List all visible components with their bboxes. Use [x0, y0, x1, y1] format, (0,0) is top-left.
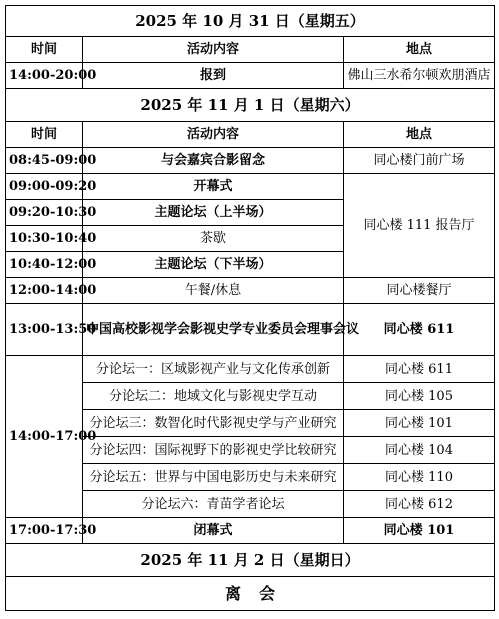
- day-date: 2025 年 10 月 31 日（星期五）: [6, 6, 495, 37]
- time-cell: 13:00-13:50: [6, 304, 83, 356]
- forum-location: 同心楼 105: [344, 383, 495, 410]
- header-location: 地点: [344, 122, 495, 148]
- forum-content: 分论坛五：世界与中国电影历史与未来研究: [83, 464, 344, 491]
- time-cell: 09:20-10:30: [6, 200, 83, 226]
- header-location: 地点: [344, 37, 495, 63]
- day-header-row: [6, 89, 495, 122]
- forum-content: 分论坛二：地域文化与影视史学互动: [83, 383, 344, 410]
- forum-location: 同心楼 104: [344, 437, 495, 464]
- header-content: 活动内容: [83, 37, 344, 63]
- forum-content: 分论坛四：国际视野下的影视史学比较研究: [83, 437, 344, 464]
- content-cell: 中国高校影视学会影视史学专业委员会理事会议: [83, 304, 344, 356]
- schedule-row: [6, 518, 495, 544]
- time-cell: 09:00-09:20: [6, 174, 83, 200]
- content-cell: 与会嘉宾合影留念: [83, 148, 344, 174]
- forum-content: 分论坛一：区域影视产业与文化传承创新: [83, 356, 344, 383]
- location-cell: 同心楼 611: [344, 304, 495, 356]
- time-cell: 14:00-20:00: [6, 63, 83, 89]
- location-cell: 同心楼 111 报告厅: [344, 174, 495, 278]
- header-time: 时间: [6, 122, 83, 148]
- content-cell: 主题论坛（下半场）: [83, 252, 344, 278]
- depart-cell: [6, 577, 495, 611]
- content-cell: 闭幕式: [83, 518, 344, 544]
- forum-location: 同心楼 110: [344, 464, 495, 491]
- content-cell: 茶歇: [83, 226, 344, 252]
- location-cell: 同心楼门前广场: [344, 148, 495, 174]
- depart-char-1: 离: [225, 584, 242, 603]
- forum-row: [6, 356, 495, 383]
- forum-content: 分论坛六：青苗学者论坛: [83, 491, 344, 518]
- day-date: 2025 年 11 月 2 日（星期日）: [6, 544, 495, 577]
- header-time: 时间: [6, 37, 83, 63]
- content-cell: 午餐/休息: [83, 278, 344, 304]
- day-date: 2025 年 11 月 1 日（星期六）: [6, 89, 495, 122]
- depart-row: [6, 577, 495, 611]
- location-cell: 同心楼餐厅: [344, 278, 495, 304]
- time-cell: 12:00-14:00: [6, 278, 83, 304]
- schedule-row: [6, 148, 495, 174]
- time-cell: 10:30-10:40: [6, 226, 83, 252]
- time-cell: 10:40-12:00: [6, 252, 83, 278]
- location-cell: 同心楼 101: [344, 518, 495, 544]
- schedule-row: [6, 174, 495, 200]
- schedule-row: [6, 304, 495, 356]
- day-header-row: [6, 6, 495, 37]
- schedule-table: [5, 5, 495, 611]
- content-cell: 开幕式: [83, 174, 344, 200]
- forum-content: 分论坛三：数智化时代影视史学与产业研究: [83, 410, 344, 437]
- schedule-row: [6, 278, 495, 304]
- time-cell: 08:45-09:00: [6, 148, 83, 174]
- depart-char-2: 会: [259, 584, 276, 603]
- time-cell: 14:00-17:00: [6, 356, 83, 518]
- day-header-row: [6, 544, 495, 577]
- schedule-row: [6, 63, 495, 89]
- forum-location: 同心楼 611: [344, 356, 495, 383]
- location-cell: 佛山三水希尔顿欢朋酒店: [344, 63, 495, 89]
- forum-location: 同心楼 612: [344, 491, 495, 518]
- forum-location: 同心楼 101: [344, 410, 495, 437]
- content-cell: 报到: [83, 63, 344, 89]
- content-cell: 主题论坛（上半场）: [83, 200, 344, 226]
- time-cell: 17:00-17:30: [6, 518, 83, 544]
- column-header-row: [6, 37, 495, 63]
- column-header-row: [6, 122, 495, 148]
- header-content: 活动内容: [83, 122, 344, 148]
